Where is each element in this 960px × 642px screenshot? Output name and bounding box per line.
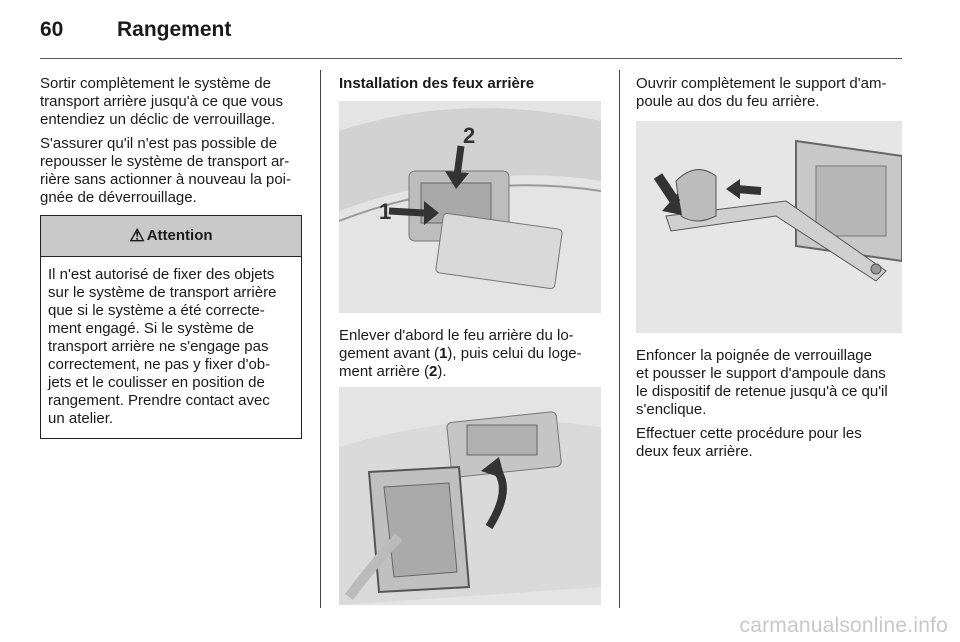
tail-light-handle-illustration: [339, 387, 601, 605]
reference-number: 2: [429, 363, 438, 380]
warning-text: Il n'est autorisé de fixer des objets sur le système de transport arrière que si le système a été correcte- ment engagé. Si le système de transport arrière ne s'engage pas correctement, ne pas y fixer d'ob- jets et le coulisser en position de rangement. Prendre contact avec un atelier.: [48, 266, 277, 427]
watermark: carmanualsonline.info: [739, 614, 948, 637]
paragraph: Ouvrir complètement le support d'am- poule au dos du feu arrière.: [636, 75, 887, 110]
bulb-holder-illustration: [636, 121, 902, 333]
paragraph: Sortir complètement le système de transport arrière jusqu'à ce que vous entendiez un déclic de verrouillage.: [40, 75, 283, 128]
text-segment: ).: [437, 363, 447, 380]
column-left: [40, 75, 302, 439]
reference-number: 1: [439, 345, 448, 362]
warning-box: [40, 215, 302, 439]
paragraph: [339, 327, 601, 381]
tail-light-removal-illustration: [339, 101, 601, 313]
callout-1: 1: [379, 199, 392, 224]
column-divider: [320, 70, 321, 608]
column-middle: [339, 75, 601, 605]
callout-2: 2: [463, 123, 476, 148]
page-header: [40, 18, 902, 46]
section-heading: Installation des feux arrière: [339, 75, 535, 92]
page-number: 60: [40, 18, 64, 41]
text-segment: ), puis celui du loge- ment arrière (: [339, 345, 582, 380]
warning-triangle-icon: ⚠: [129, 226, 145, 245]
paragraph: Effectuer cette procédure pour les deux feux arrière.: [636, 425, 862, 460]
text-segment: Enlever d'abord le feu arrière du lo- gement avant (: [339, 327, 574, 362]
warning-header: [41, 216, 301, 257]
paragraph: Enfoncer la poignée de verrouillage et pousser le support d'ampoule dans le dispositif de retenue jusqu'à ce qu'il s'enclique.: [636, 347, 888, 418]
header-rule: [40, 58, 902, 59]
warning-title: Attention: [146, 227, 213, 244]
column-right: [636, 75, 902, 467]
chapter-title: Rangement: [117, 18, 232, 41]
paragraph: S'assurer qu'il n'est pas possible de repousser le système de transport ar- rière sans actionner à nouveau la poi- gnée de déverrouillage.: [40, 135, 291, 206]
column-divider: [619, 70, 620, 608]
